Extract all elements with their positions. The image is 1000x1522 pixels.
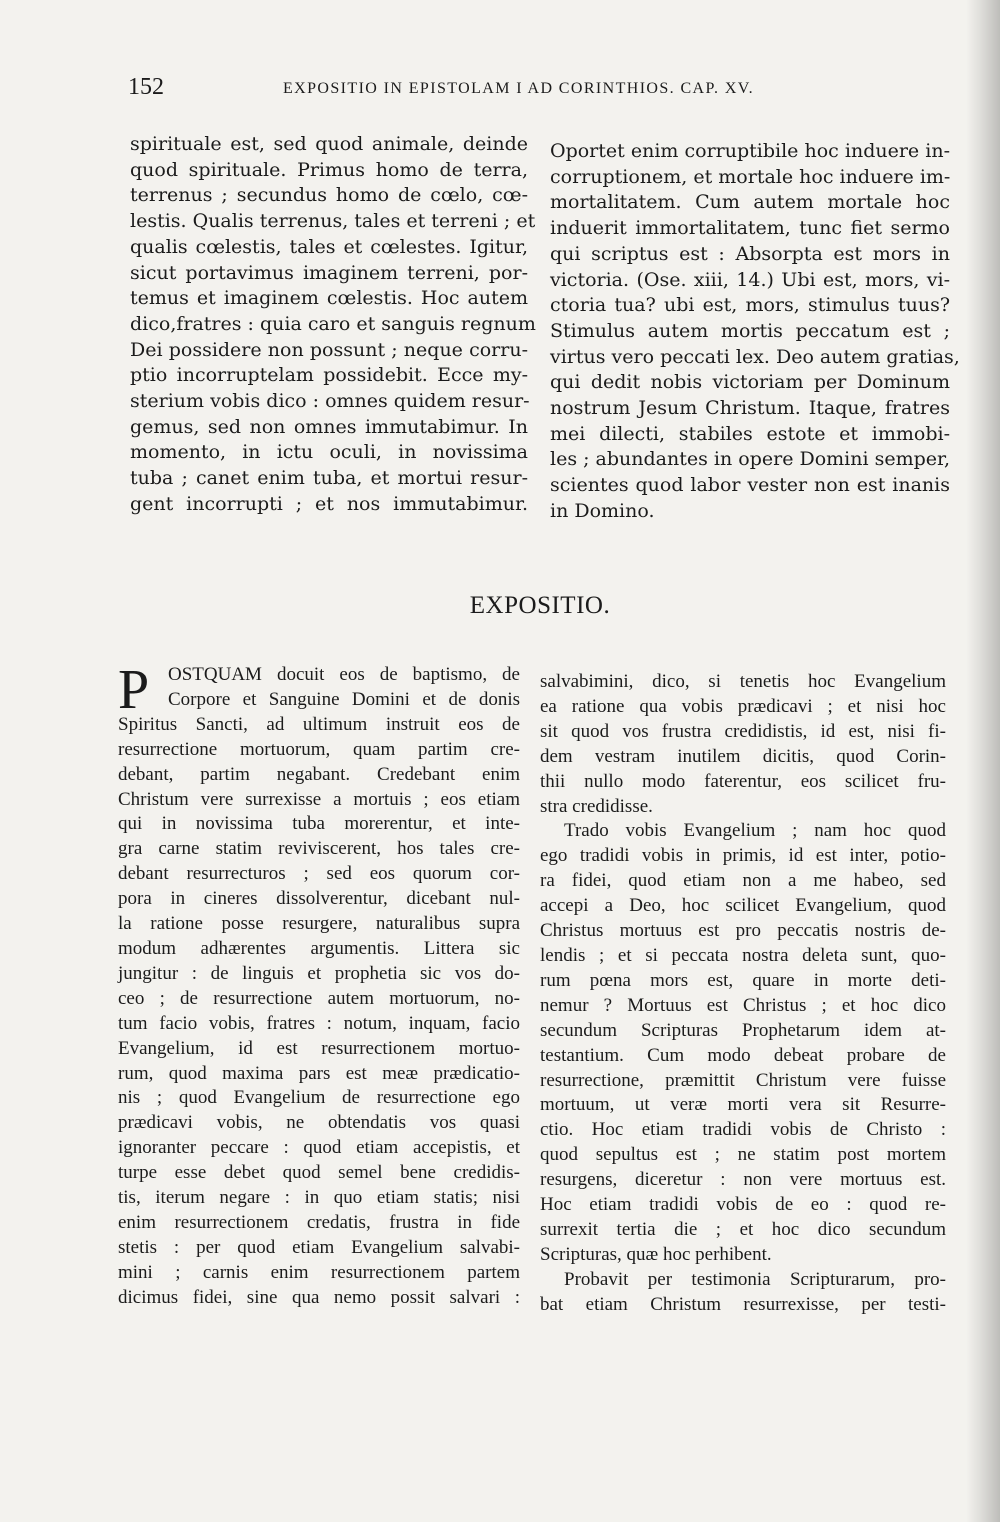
- text-line: Corpore et Sanguine Domini et de donis: [168, 688, 520, 710]
- text-line: qui in novissima tuba morerentur, et inte-: [118, 813, 520, 835]
- opening-paragraph: [118, 659, 520, 721]
- text-line: Oportet enim corruptibile hoc induere in-: [550, 140, 950, 162]
- text-line: debant resurrecturos ; sed eos quorum cor-: [118, 863, 520, 885]
- text-line: prædicavi vobis, ne obtendatis vos quasi: [118, 1112, 520, 1134]
- text-line: spirituale est, sed quod animale, deinde: [130, 133, 528, 155]
- text-line: mortuum, ut veræ morti vera sit Resurre-: [540, 1094, 946, 1116]
- text-line: tis, iterum negare : in quo etiam statis; nisi: [118, 1187, 520, 1209]
- text-line: qualis cœlestis, tales et cœlestes. Igitur,: [130, 235, 528, 258]
- text-line: gent incorrupti ; et nos immutabimur.: [130, 492, 528, 515]
- text-line: sicut portavimus imaginem terreni, por-: [130, 261, 528, 284]
- text-line: victoria. (Ose. xiii, 14.) Ubi est, mors, vi-: [550, 268, 950, 291]
- text-line: quod sepultus est ; ne statim post mortem: [540, 1144, 946, 1166]
- text-line: dico,fratres : quia caro et sanguis regnum: [130, 312, 536, 335]
- text-line: in Domino.: [550, 499, 655, 522]
- text-line: enim resurrectionem credatis, frustra in fide: [118, 1211, 520, 1233]
- text-line: mortalitatem. Cum autem mortale hoc: [550, 191, 950, 214]
- text-line: ea ratione qua vobis prædicavi ; et nisi hoc: [540, 695, 946, 717]
- running-head: EXPOSITIO IN EPISTOLAM I AD CORINTHIOS. CAP. XV.: [283, 80, 755, 97]
- text-line: modum adhærentes argumentis. Littera sic: [118, 937, 520, 959]
- text-line: jungitur : de linguis et prophetia sic vos do-: [118, 962, 520, 984]
- text-line: turpe esse debet quod semel bene credidis-: [118, 1162, 520, 1184]
- text-line: nostrum Jesum Christum. Itaque, fratres: [550, 397, 950, 420]
- text-line: secundum Scripturas Prophetarum idem at-: [540, 1019, 946, 1041]
- text-line: sit quod vos frustra credidistis, id est, nisi fi-: [540, 720, 946, 742]
- text-line: la ratione posse resurgere, naturalibus supra: [118, 913, 520, 935]
- commentary-column-right: [540, 670, 946, 1318]
- text-line: sterium vobis dico : omnes quidem resur-: [130, 390, 530, 413]
- text-line: Trado vobis Evangelium ; nam hoc quod: [564, 820, 946, 842]
- text-line: nis ; quod Evangelium de resurrectione ego: [118, 1087, 520, 1109]
- drop-cap: P: [118, 659, 150, 721]
- text-line: dicimus fidei, sine qua nemo possit salvari :: [118, 1286, 520, 1308]
- text-line: ceo ; de resurrectione autem mortuorum, no-: [118, 987, 520, 1009]
- page-header: [128, 74, 818, 104]
- commentary-column-left: [118, 659, 520, 1311]
- text-line: debant, partim negabant. Credebant enim: [118, 763, 520, 785]
- text-line: resurrectione mortuorum, quam partim cre-: [118, 738, 520, 760]
- text-line: ptio incorruptelam possidebit. Ecce my-: [130, 364, 528, 387]
- text-line: Hoc etiam tradidi vobis de eo : quod re-: [540, 1194, 946, 1216]
- text-line: resurrectione, præmittit Christum vere fuisse: [540, 1069, 946, 1091]
- text-line: mei dilecti, stabiles estote et immobi-: [550, 422, 950, 445]
- text-line: accepi a Deo, hoc scilicet Evangelium, quod: [540, 895, 946, 917]
- text-line: Evangelium, id est resurrectionem mortuo-: [118, 1037, 520, 1059]
- text-line: salvabimini, dico, si tenetis hoc Evangelium: [540, 671, 946, 692]
- text-line: tuba ; canet enim tuba, et mortui resur-: [130, 467, 528, 490]
- text-line: stetis : per quod etiam Evangelium salvabi-: [118, 1236, 520, 1258]
- text-line: OSTQUAM docuit eos de baptismo, de: [168, 664, 520, 685]
- text-line: Christus mortuus est pro peccatis nostris de-: [540, 920, 946, 942]
- text-line: nemur ? Mortuus est Christus ; et hoc dico: [540, 994, 946, 1016]
- text-line: ignoranter peccare : quod etiam accepistis, et: [118, 1137, 520, 1159]
- text-line: ego tradidi vobis in primis, id est inter, potio-: [540, 845, 946, 867]
- text-line: resurgens, diceretur : non vere mortuus est.: [540, 1169, 946, 1191]
- text-line: Dei possidere non possunt ; neque corru-: [130, 338, 528, 361]
- text-line: tum facio vobis, fratres : notum, inquam, facio: [118, 1012, 520, 1034]
- text-line: surrexit tertia die ; et hoc dico secundum: [540, 1218, 946, 1240]
- text-line: Spiritus Sancti, ad ultimum instruit eos de: [118, 713, 520, 735]
- text-line: qui dedit nobis victoriam per Dominum: [550, 371, 950, 394]
- text-line: quod spirituale. Primus homo de terra,: [130, 158, 528, 181]
- scripture-column-right: [550, 139, 960, 525]
- text-line: scientes quod labor vester non est inanis: [550, 474, 950, 497]
- text-line: testantium. Cum modo debeat probare de: [540, 1044, 946, 1066]
- text-line: induerit immortalitatem, tunc fiet sermo: [550, 217, 950, 240]
- page-edge-shadow: [966, 0, 1000, 1522]
- text-line: gemus, sed non omnes immutabimur. In: [130, 415, 528, 438]
- text-line: gra carne statim reviviscerent, hos tales cre-: [118, 838, 520, 860]
- text-line: lestis. Qualis terrenus, tales et terreni ; et: [130, 210, 536, 233]
- text-line: stra credidisse.: [540, 795, 653, 817]
- text-line: ra fidei, quod etiam non a me habeo, sed: [540, 870, 946, 892]
- text-line: rum pœna mors est, quare in morte deti-: [540, 969, 946, 991]
- section-title: EXPOSITIO.: [469, 592, 611, 619]
- text-line: ctoria tua? ubi est, mors, stimulus tuus?: [550, 294, 950, 317]
- text-line: bat etiam Christum resurrexisse, per testi-: [540, 1293, 946, 1315]
- text-line: ctio. Hoc etiam tradidi vobis de Christo :: [540, 1119, 946, 1141]
- text-line: pora in cineres dissolverentur, dicebant nul-: [118, 888, 520, 910]
- text-line: Stimulus autem mortis peccatum est ;: [550, 319, 950, 342]
- text-line: momento, in ictu oculi, in novissima: [130, 441, 528, 464]
- text-line: qui scriptus est : Absorpta est mors in: [550, 242, 950, 265]
- text-line: lendis ; et si peccata nostra deleta sunt, quo-: [540, 944, 946, 966]
- page-number: 152: [128, 74, 164, 100]
- text-line: les ; abundantes in opere Domini semper,: [550, 448, 951, 471]
- text-line: thii nullo modo faterentur, eos scilicet fru-: [540, 770, 946, 792]
- text-line: Scripturas, quæ hoc perhibent.: [540, 1243, 772, 1265]
- text-line: rum, quod maxima pars est meæ prædicatio-: [118, 1062, 520, 1084]
- text-line: Probavit per testimonia Scripturarum, pro-: [564, 1268, 946, 1290]
- text-line: terrenus ; secundus homo de cœlo, cœ-: [130, 184, 528, 207]
- text-line: mini ; carnis enim resurrectionem partem: [118, 1261, 520, 1283]
- text-line: Christum vere surrexisse a mortuis ; eos etiam: [118, 788, 520, 810]
- text-line: corruptionem, et mortale hoc induere im-: [550, 165, 951, 188]
- text-line: dem vestram inutilem dicitis, quod Corin-: [540, 745, 946, 767]
- text-line: virtus vero peccati lex. Deo autem gratias,: [550, 345, 960, 368]
- scripture-column-left: [130, 132, 536, 518]
- text-line: temus et imaginem cœlestis. Hoc autem: [130, 287, 528, 310]
